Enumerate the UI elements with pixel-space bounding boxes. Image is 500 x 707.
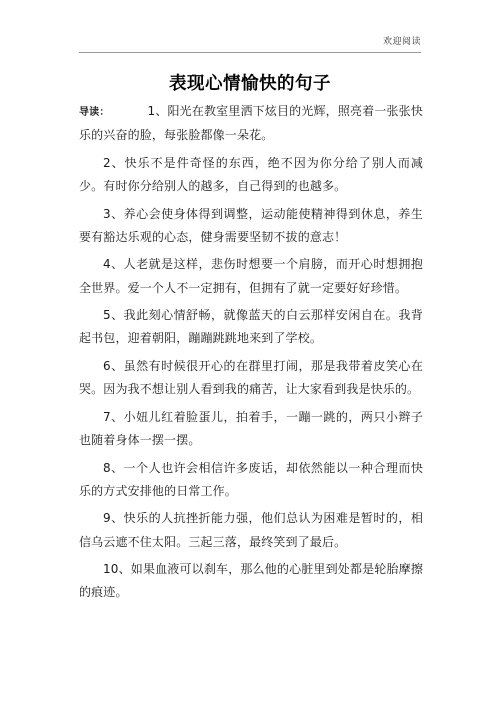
page-title: 表现心情愉快的句子 [169, 74, 331, 94]
paragraph-1 [79, 100, 423, 147]
intro-label: 导读： [79, 107, 110, 118]
paragraph-10: 10、如果血液可以刹车，那么他的心脏里到处都是轮胎摩擦的痕迹。 [79, 562, 423, 600]
paragraph-8: 8、一个人也许会相信许多废话，却依然能以一种合理而快乐的方式安排他的日常工作。 [79, 460, 423, 498]
paragraph-4: 4、人老就是这样，悲伤时想要一个肩膀，而开心时想拥抱全世界。爱一个人不一定拥有，但拥有了就一定要好好珍惜。 [79, 257, 423, 295]
header-note: 欢迎阅读 [382, 37, 421, 47]
paragraph-7: 7、小妞儿红着脸蛋儿，拍着手，一蹦一跳的，两只小辫子也随着身体一摆一摆。 [79, 409, 423, 447]
paragraph-3: 3、养心会使身体得到调整，运动能使精神得到休息，养生要有豁达乐观的心态，健身需要坚韧不拔的意志！ [79, 206, 423, 244]
paragraph-5: 5、我此刻心情舒畅，就像蓝天的白云那样安闲自在。我背起书包，迎着朝阳，蹦蹦跳跳地来到了学校。 [79, 308, 423, 346]
paragraph-2: 2、快乐不是件奇怪的东西，绝不因为你分给了别人而减少。有时你分给别人的越多，自己得到的也越多。 [79, 155, 423, 193]
paragraph-6: 6、虽然有时候很开心的在群里打闹，那是我带着皮笑心在哭。因为我不想让别人看到我的痛苦，让大家看到我是快乐的。 [79, 358, 423, 397]
article-body [79, 100, 423, 609]
paragraph-9: 9、快乐的人抗挫折能力强，他们总认为困难是暂时的，相信乌云遮不住太阳。三起三落，最终笑到了最后。 [79, 511, 423, 549]
paragraph-text: 1、阳光在教室里洒下炫目的光辉，照亮着一张张快乐的兴奋的脸，每张脸都像一朵花。 [79, 104, 424, 143]
header-divider [79, 52, 421, 53]
